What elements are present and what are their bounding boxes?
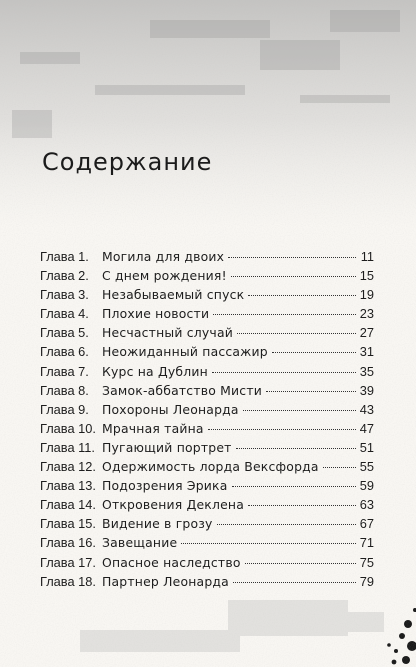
dot-leader: [237, 333, 356, 334]
chapter-title: Несчастный случай: [102, 325, 234, 341]
page-number: 31: [359, 344, 374, 360]
dot-leader: [213, 314, 356, 315]
page-number: 23: [359, 306, 374, 322]
chapter-title: Курс на Дублин: [102, 363, 208, 379]
toc-entry: [40, 342, 374, 361]
chapter-title: Завещание: [102, 535, 178, 551]
page-number: 79: [359, 573, 374, 589]
page-number: 71: [359, 535, 374, 551]
chapter-title: Подозрения Эрика: [102, 478, 228, 494]
page-number: 67: [359, 516, 374, 532]
toc-entry: [40, 247, 374, 266]
toc-entry: [40, 419, 374, 438]
chapter-number: Глава 12.: [40, 459, 96, 475]
toc-entry: [40, 514, 374, 533]
chapter-title: Видение в грозу: [102, 516, 213, 532]
dot-leader: [245, 563, 356, 564]
dot-leader: [217, 524, 356, 525]
page-number: 35: [359, 363, 374, 379]
toc-entry: [40, 285, 374, 304]
chapter-title: Пугающий портрет: [102, 439, 232, 455]
toc-entry: [40, 572, 374, 591]
toc-entry: [40, 381, 374, 400]
chapter-number: Глава 11.: [40, 439, 95, 455]
toc-entry: [40, 400, 374, 419]
page-number: 39: [359, 382, 374, 398]
dot-leader: [232, 486, 356, 487]
dot-leader: [243, 410, 356, 411]
page-number: 43: [359, 401, 374, 417]
page-number: 19: [359, 287, 374, 303]
dot-leader: [212, 372, 356, 373]
chapter-title: С днем рождения!: [102, 268, 227, 284]
chapter-title: Похороны Леонарда: [102, 401, 239, 417]
table-of-contents: [40, 247, 374, 591]
page-number: 51: [359, 439, 374, 455]
dot-leader: [272, 352, 356, 353]
page-title: Содержание: [42, 148, 213, 176]
toc-entry: [40, 476, 374, 495]
chapter-title: Неожиданный пассажир: [102, 344, 268, 360]
toc-entry: [40, 323, 374, 342]
dot-leader: [323, 467, 356, 468]
chapter-title: Откровения Деклена: [102, 497, 244, 513]
chapter-number: Глава 7.: [40, 363, 89, 379]
chapter-title: Партнер Леонарда: [102, 573, 229, 589]
page-number: 15: [359, 268, 374, 284]
chapter-number: Глава 2.: [40, 268, 89, 284]
dot-leader: [181, 543, 355, 544]
chapter-number: Глава 10.: [40, 420, 96, 436]
chapter-title: Одержимость лорда Вексфорда: [102, 459, 319, 475]
chapter-title: Опасное наследство: [102, 554, 241, 570]
page-number: 27: [359, 325, 374, 341]
page-number: 63: [359, 497, 374, 513]
chapter-number: Глава 1.: [40, 249, 89, 264]
page-number: 47: [359, 420, 374, 436]
chapter-number: Глава 18.: [40, 573, 96, 589]
chapter-number: Глава 8.: [40, 382, 89, 398]
dot-leader: [233, 582, 356, 583]
chapter-title: Мрачная тайна: [102, 420, 204, 436]
page-number: 11: [360, 249, 374, 264]
toc-entry: [40, 495, 374, 514]
toc-entry: [40, 553, 374, 572]
chapter-number: Глава 3.: [40, 287, 89, 303]
page-number: 55: [359, 459, 374, 475]
toc-entry: [40, 457, 374, 476]
toc-entry: [40, 304, 374, 323]
chapter-title: Замок-аббатство Мисти: [102, 382, 262, 398]
toc-entry: [40, 438, 374, 457]
chapter-number: Глава 9.: [40, 401, 89, 417]
dot-leader: [208, 429, 356, 430]
chapter-number: Глава 5.: [40, 325, 89, 341]
chapter-number: Глава 4.: [40, 306, 89, 322]
dot-leader: [228, 257, 356, 258]
dot-leader: [248, 295, 355, 296]
toc-entry: [40, 266, 374, 285]
toc-entry: [40, 533, 374, 552]
page-number: 75: [359, 554, 374, 570]
chapter-number: Глава 13.: [40, 478, 96, 494]
chapter-number: Глава 15.: [40, 516, 96, 532]
chapter-number: Глава 14.: [40, 497, 96, 513]
chapter-title: Плохие новости: [102, 306, 210, 322]
page-number: 59: [359, 478, 374, 494]
dot-leader: [248, 505, 356, 506]
dot-leader: [266, 391, 356, 392]
chapter-number: Глава 16.: [40, 535, 96, 551]
chapter-title: Незабываемый спуск: [102, 287, 245, 303]
toc-entry: [40, 362, 374, 381]
chapter-number: Глава 6.: [40, 344, 89, 360]
dot-leader: [231, 276, 356, 277]
chapter-title: Могила для двоих: [102, 249, 225, 264]
chapter-number: Глава 17.: [40, 554, 96, 570]
dot-leader: [236, 448, 356, 449]
